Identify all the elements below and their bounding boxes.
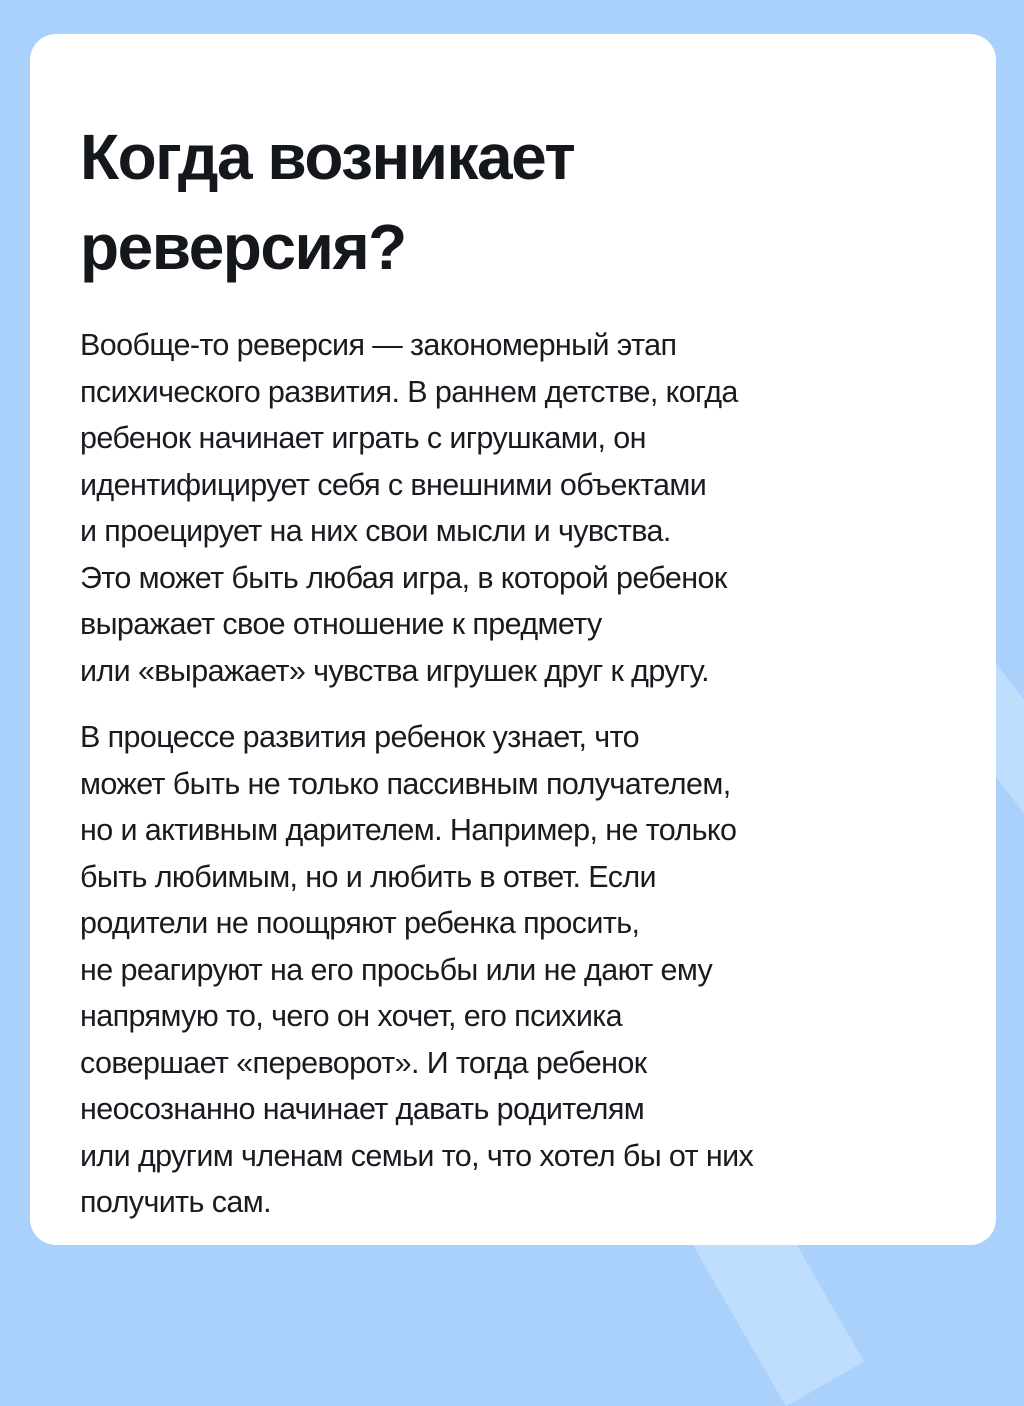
text-line: совершает «переворот». И тогда ребенок — [80, 1045, 647, 1080]
text-line: выражает свое отношение к предмету — [80, 607, 602, 641]
text-line: быть любимым, но и любить в ответ. Если — [80, 859, 656, 894]
text-line: но и активным дарителем. Например, не только — [80, 813, 737, 847]
text-line: может быть не только пассивным получателем, — [80, 766, 731, 801]
text-line: и проецирует на них свои мысли и чувства. — [80, 514, 671, 548]
text-line: Это может быть любая игра, в которой ребенок — [80, 560, 727, 595]
text-line: или «выражает» чувства игрушек друг к другу. — [80, 653, 710, 688]
content-card — [30, 34, 996, 1245]
paragraph-2 — [80, 714, 952, 1226]
text-line: не реагируют на его просьбы или не дают ему — [80, 952, 713, 987]
text-line: Вообще-то реверсия — закономерный этап — [80, 328, 677, 362]
paragraph-1 — [80, 322, 952, 694]
text-line: неосознанно начинает давать родителям — [80, 1092, 645, 1126]
text-line: психического развития. В раннем детстве, когда — [80, 374, 738, 409]
text-line: ребенок начинает играть с игрушками, он — [80, 421, 646, 455]
title-line: Когда возникает — [80, 121, 575, 193]
text-line: родители не поощряют ребенка просить, — [80, 906, 640, 940]
page-title — [80, 112, 952, 292]
title-line: реверсия? — [80, 211, 406, 283]
text-line: или другим членам семьи то, что хотел бы от них — [80, 1138, 754, 1173]
text-line: В процессе развития ребенок узнает, что — [80, 720, 639, 754]
text-line: идентифицирует себя с внешними объектами — [80, 467, 707, 502]
text-line: получить сам. — [80, 1185, 271, 1219]
text-line: напрямую то, чего он хочет, его психика — [80, 999, 623, 1033]
